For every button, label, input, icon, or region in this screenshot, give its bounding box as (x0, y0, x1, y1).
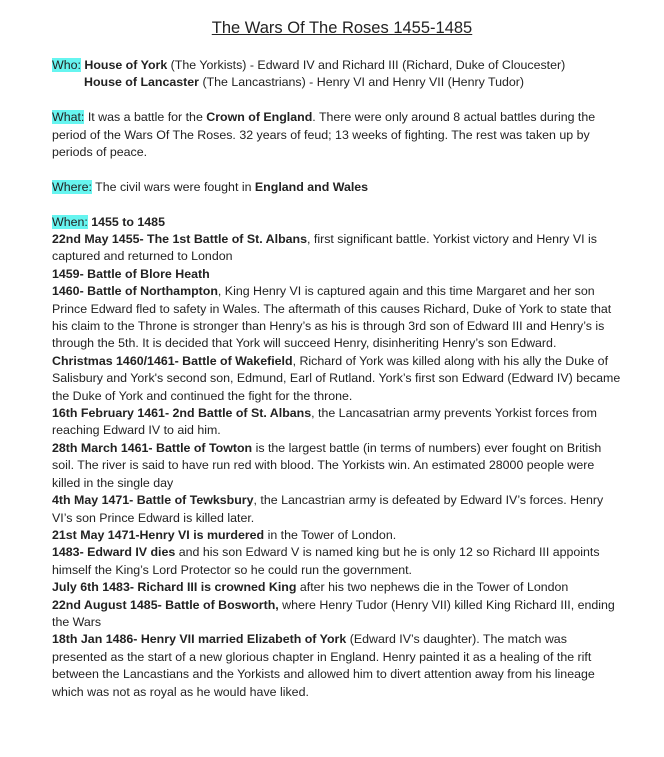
event-item (52, 266, 624, 283)
event-heading: 18th Jan 1486- Henry VII married Elizabeth of York (52, 632, 347, 647)
event-item (52, 353, 624, 405)
who-line-lancaster (52, 74, 624, 91)
event-heading: 21st May 1471-Henry VI is murdered (52, 527, 265, 542)
event-text: , the Lancasatrian army prevents Yorkist forces from reaching Edward IV to aid him. (52, 406, 597, 438)
event-heading: 1459- Battle of Blore Heath (52, 266, 210, 281)
who-label: Who: (52, 58, 81, 72)
event-text: in the Tower of London. (264, 527, 397, 542)
event-heading: 1483- Edward IV dies (52, 545, 176, 560)
what-text-1: It was a battle for the (84, 110, 207, 125)
what-paragraph (52, 109, 624, 161)
event-item (52, 597, 624, 632)
when-range: 1455 to 1485 (87, 214, 165, 229)
spacer (52, 92, 624, 109)
event-heading: Christmas 1460/1461- Battle of Wakefield (52, 353, 293, 368)
event-item (52, 492, 624, 527)
event-item (52, 631, 624, 701)
where-paragraph (52, 179, 624, 196)
when-label: When: (52, 214, 88, 229)
york-description: (The Yorkists) - Edward IV and Richard III (Richard, Duke of Cloucester) (167, 58, 566, 72)
what-text-2: . There were only around 8 actual battles during the period of the Wars Of The Roses. 32 years of feud; 13 weeks of fighting. The rest was taken up by periods of peace. (52, 110, 596, 160)
event-text: where Henry Tudor (Henry VII) killed King Richard III, ending the Wars (52, 597, 615, 629)
event-heading: 22nd August 1485- Battle of Bosworth, (52, 597, 279, 612)
event-text: is the largest battle (in terms of numbers) ever fought on British soil. The river is said to have run red with blood. The Yorkists win. An estimated 28000 people were killed in the single day (52, 440, 602, 490)
event-text: after his two nephews die in the Tower of London (296, 580, 569, 595)
spacer (52, 161, 624, 178)
lancaster-description: (The Lancastrians) - Henry VI and Henry VII (Henry Tudor) (199, 75, 525, 90)
event-item (52, 440, 624, 492)
event-text: , the Lancastrian army is defeated by Edward IV’s forces. Henry VI’s son Prince Edward is killed later. (52, 493, 604, 525)
event-heading: 28th March 1461- Battle of Towton (52, 440, 253, 455)
event-heading: July 6th 1483- Richard III is crowned King (52, 580, 297, 595)
event-item (52, 231, 624, 266)
event-item (52, 527, 624, 544)
event-heading: 1460- Battle of Northampton (52, 284, 218, 299)
event-item (52, 544, 624, 579)
spacer (52, 196, 624, 213)
event-item (52, 579, 624, 596)
event-text: , Richard of York was killed along with his ally the Duke of Salisbury and York's second son, Edmund, Earl of Rutland. York’s first son Edward (Edward IV) became the Duke of York and continued the fight for the throne. (52, 353, 621, 403)
where-text: The civil wars were fought in (91, 179, 255, 194)
when-line (52, 214, 624, 231)
event-text: , King Henry VI is captured again and this time Margaret and her son Prince Edward fled to safety in Wales. The aftermath of this causes Richard, Duke of York to state that his claim to the Throne is stronger than Henry’s as his is through 3rd son of Edward III and Henry’s is through the 5th. It is decided that York will succeed Henry, disinheriting Henry’s son Edward. (52, 284, 612, 351)
what-bold-crown: Crown of England (206, 110, 313, 125)
who-line-york (52, 57, 624, 74)
event-heading: 4th May 1471- Battle of Tewksbury (52, 493, 254, 508)
events-list (52, 231, 624, 701)
event-item (52, 405, 624, 440)
event-text: (Edward IV’s daughter). The match was presented as the start of a new glorious chapter in England. Henry painted it as a healing of the rift between the Lancastians and the Yorkists and allowed him to divert attention away from his lineage which was not as royal as he would have liked. (52, 632, 595, 699)
event-heading: 16th February 1461- 2nd Battle of St. Albans (52, 406, 312, 421)
page-title: The Wars Of The Roses 1455-1485 (211, 19, 473, 37)
where-label: Where: (52, 179, 92, 194)
event-item (52, 283, 624, 353)
event-text: , first significant battle. Yorkist victory and Henry VI is captured and returned to London (52, 232, 597, 264)
event-text: and his son Edward V is named king but he is only 12 so Richard III appoints himself the King’s Lord Protector so he could run the government. (52, 545, 600, 577)
event-heading: 22nd May 1455- The 1st Battle of St. Albans (52, 232, 307, 247)
lancaster-name: House of Lancaster (84, 75, 199, 90)
york-name: House of York (84, 58, 168, 72)
what-label: What: (52, 110, 85, 125)
where-bold-location: England and Wales (254, 179, 369, 194)
